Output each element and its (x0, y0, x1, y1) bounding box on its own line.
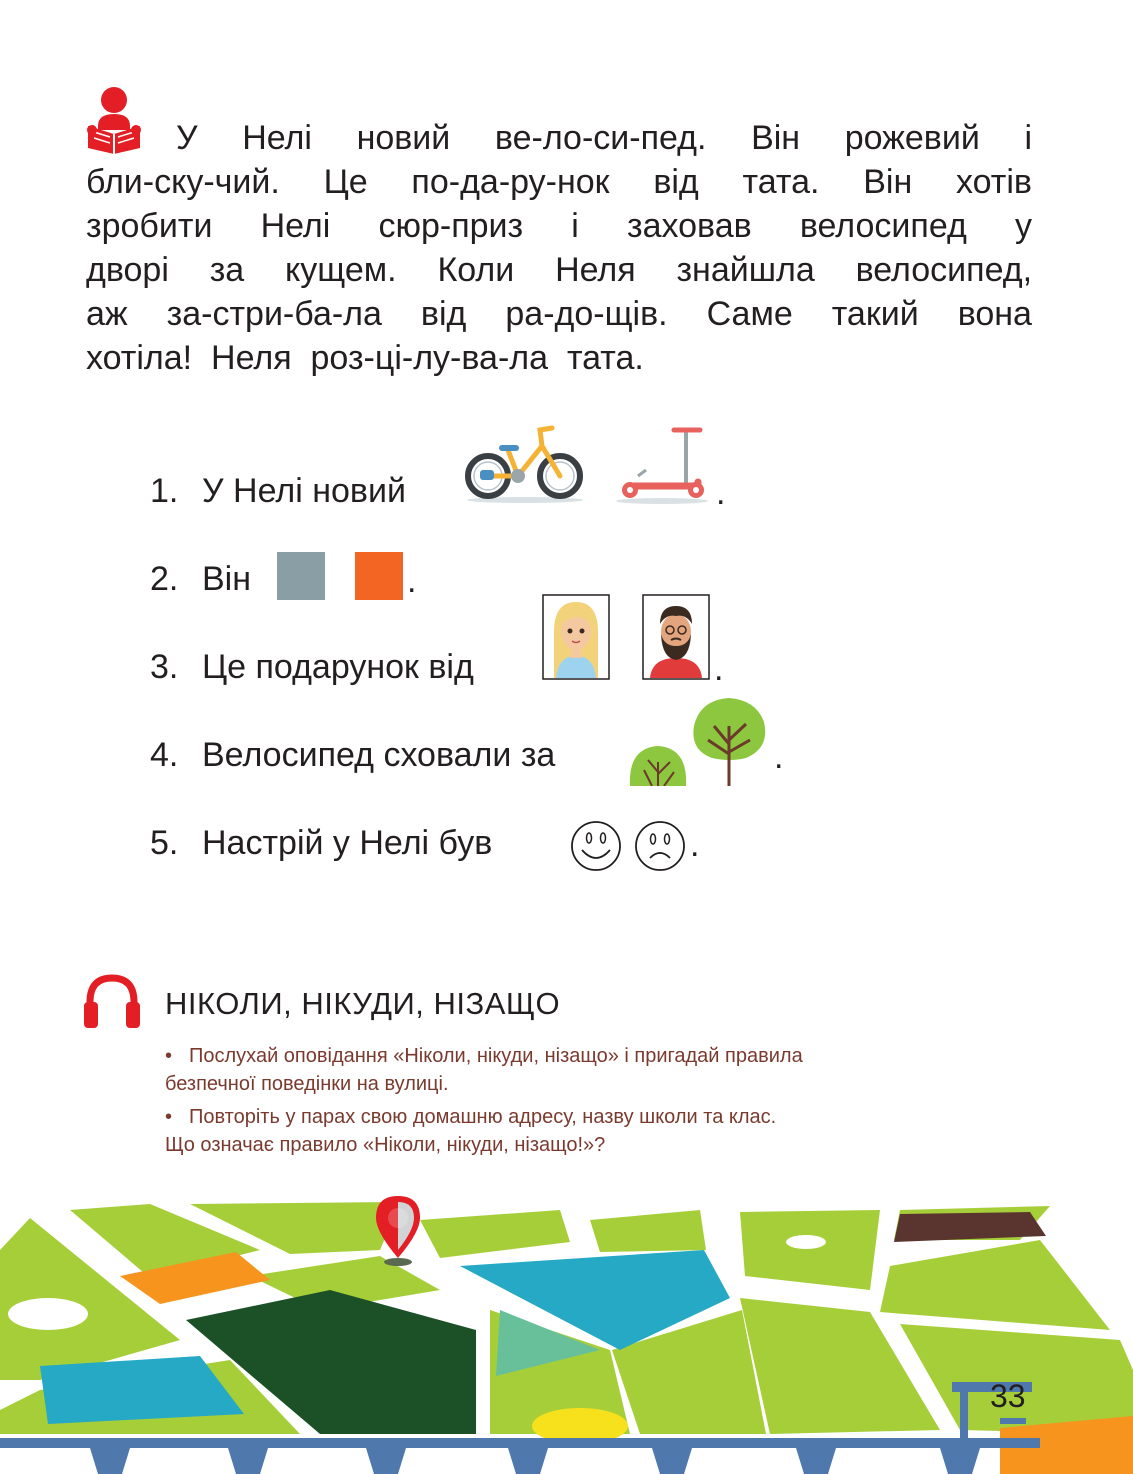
sentence-end: . (716, 474, 726, 512)
tree-icon[interactable] (690, 696, 768, 786)
story-line: дворі за кущем. Коли Неля знайшла велосипед, (86, 251, 1033, 289)
father-portrait-icon[interactable] (642, 594, 710, 680)
task-item: • Послухай оповідання «Ніколи, нікуди, нізащо» і пригадай правила безпечної поведінки на вулиці. (165, 1042, 925, 1098)
story-text (86, 116, 1032, 380)
story-line: аж за-стри-ба-ла від ра-до-щів. Саме такий вона (86, 295, 1032, 333)
bullet: • (165, 1106, 173, 1128)
story-line: У Нелі новий ве-ло-си-пед. Він рожевий і (176, 119, 1032, 157)
sentence-end: . (774, 738, 784, 776)
story-line: зробити Нелі сюр-приз і заховав велосипед у (86, 207, 1032, 245)
section-title: НІКОЛИ, НІКУДИ, НІЗАЩО (165, 986, 561, 1021)
bush-icon[interactable] (628, 742, 688, 786)
question-5: 5. Настрій у Нелі був (150, 824, 493, 862)
question-1: 1. У Нелі новий (150, 472, 406, 510)
question-4: 4. Велосипед сховали за (150, 736, 556, 774)
bullet: • (165, 1045, 173, 1067)
sentence-end: . (690, 826, 700, 864)
bicycle-icon[interactable] (462, 420, 588, 504)
orange-color-option[interactable] (355, 552, 403, 600)
headphones-icon (82, 972, 142, 1028)
city-map-illustration (0, 1180, 1133, 1474)
question-2: 2. Він (150, 560, 252, 598)
task-item: • Повторіть у парах свою домашню адресу, назву школи та клас. Що означає правило «Ніколи, нікуди, нізащо!»? (165, 1103, 925, 1159)
scooter-icon[interactable] (612, 424, 712, 504)
sentence-end: . (714, 650, 724, 688)
smiley-happy-icon[interactable] (570, 820, 622, 872)
story-line: бли-ску-чий. Це по-да-ру-нок від тата. Він хотів (86, 163, 1032, 201)
gray-color-option[interactable] (277, 552, 325, 600)
girl-portrait-icon[interactable] (542, 594, 610, 680)
smiley-sad-icon[interactable] (634, 820, 686, 872)
page-number: 33 (990, 1378, 1026, 1414)
sentence-end: . (407, 562, 417, 600)
question-3: 3. Це подарунок від (150, 648, 474, 686)
story-line: хотіла! Неля роз-ці-лу-ва-ла тата. (86, 339, 644, 377)
